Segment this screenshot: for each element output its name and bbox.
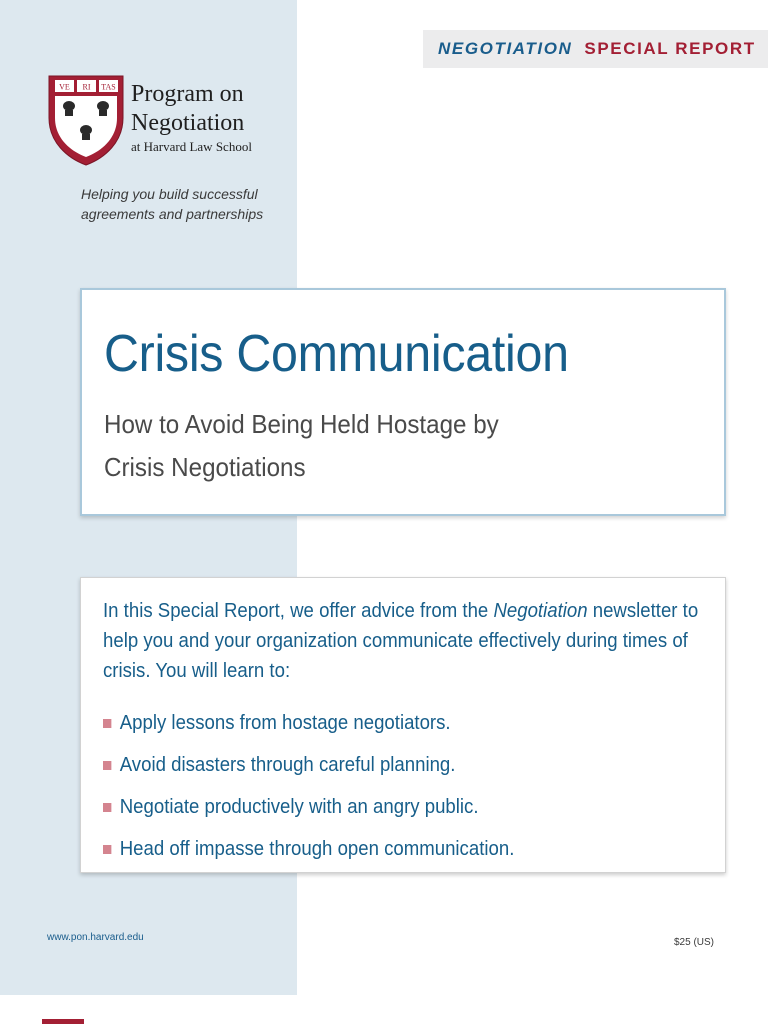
bottom-crimson-mark [42, 1019, 84, 1024]
list-item-text: Negotiate productively with an angry public. [119, 795, 479, 818]
bullet-square-icon [103, 845, 111, 854]
website-url[interactable]: www.pon.harvard.edu [47, 932, 144, 943]
intro-paragraph [103, 596, 698, 686]
tagline: Helping you build successful agreements and partnerships [81, 186, 264, 222]
svg-text:VE: VE [59, 82, 70, 92]
logo-line-1: Program on [131, 81, 244, 107]
price-label: $25 (US) [674, 937, 715, 948]
pon-logo [47, 74, 287, 170]
logo-line-2: Negotiation [131, 110, 245, 136]
special-report-tag [423, 30, 768, 68]
learning-points-list [103, 702, 545, 870]
title-box [80, 288, 726, 516]
bullet-square-icon [103, 803, 111, 812]
list-item [103, 702, 514, 744]
bullet-square-icon [103, 761, 111, 770]
page-title: Crisis Communication [104, 325, 569, 383]
bullet-square-icon [103, 719, 111, 728]
harvard-shield-icon [47, 74, 125, 166]
intro-newsletter-name: Negotiation [493, 600, 588, 622]
summary-box [80, 577, 726, 873]
list-item-text: Avoid disasters through careful planning. [119, 753, 456, 776]
list-item [103, 786, 514, 828]
page-subtitle [104, 403, 541, 489]
report-tag-special-report: SPECIAL REPORT [584, 39, 756, 58]
list-item [103, 744, 514, 786]
logo-line-3: at Harvard Law School [131, 139, 252, 154]
svg-text:RI: RI [82, 82, 91, 92]
svg-text:TAS: TAS [101, 82, 116, 92]
list-item-text: Apply lessons from hostage negotiators. [119, 711, 451, 734]
list-item [103, 828, 514, 870]
intro-text-after: newsletter to help you and your organization communicate effectively during times of crisis. You will learn to: [103, 600, 699, 682]
report-tag-negotiation: NEGOTIATION [438, 39, 573, 58]
list-item-text: Head off impasse through open communication. [119, 837, 515, 860]
subtitle-line-2: Crisis Negotiations [104, 452, 306, 482]
logo-wordmark [131, 80, 252, 156]
intro-text-before: In this Special Report, we offer advice from the [103, 600, 494, 622]
subtitle-line-1: How to Avoid Being Held Hostage by [104, 409, 499, 439]
